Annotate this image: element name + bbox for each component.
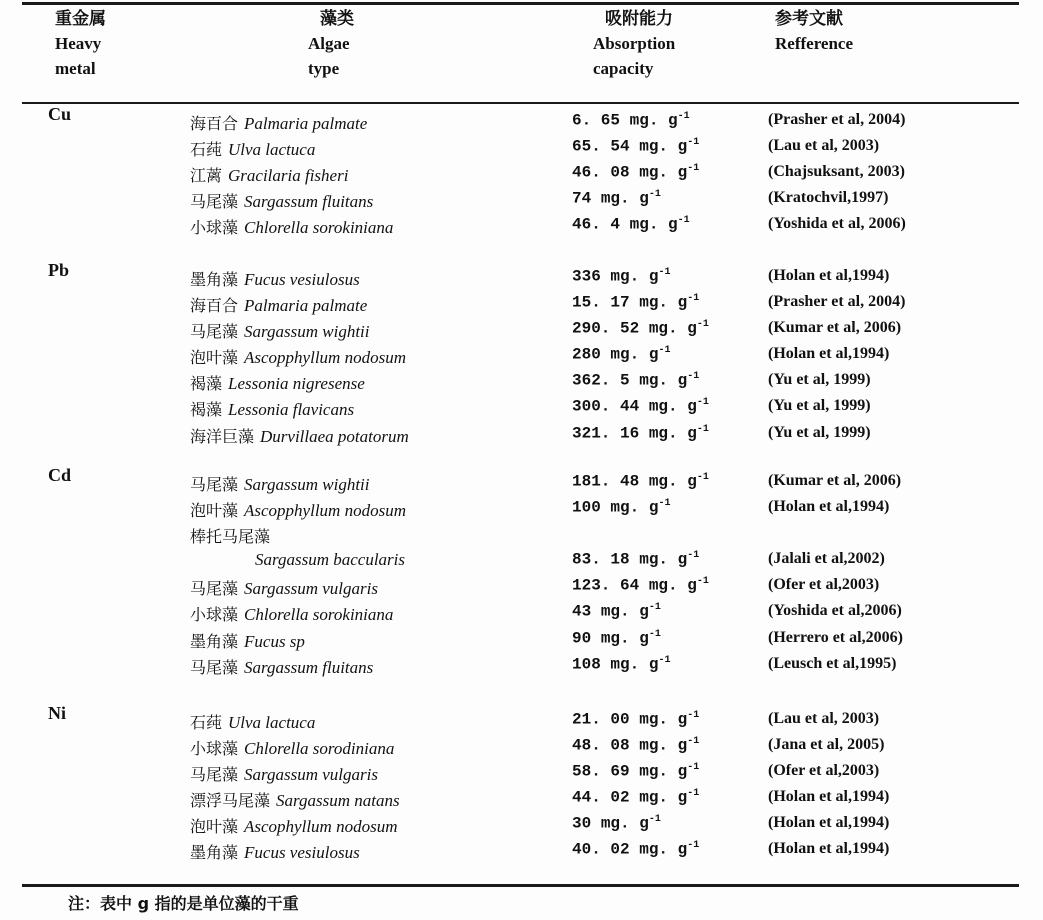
algae-cell (190, 424, 409, 447)
reference-cell: (Herrero et al,2006) (768, 628, 903, 646)
algae-scientific-name: Gracilaria fisheri (228, 166, 349, 186)
capacity-value: 43 (572, 602, 592, 621)
reference-cell: (Yu et al, 1999) (768, 371, 871, 389)
table-row (0, 811, 1043, 837)
capacity-value: 123. 64 (572, 576, 640, 595)
capacity-unit: mg. g (639, 550, 688, 569)
capacity-unit: mg. g (600, 628, 649, 647)
capacity-value: 46. 08 (572, 163, 630, 182)
algae-chinese-name: 石莼 (190, 140, 223, 160)
algae-cell (190, 524, 276, 547)
capacity-cell (572, 267, 670, 285)
algae-chinese-name: 漂浮马尾藻 (190, 791, 271, 811)
algae-chinese-name: 褐藻 (190, 374, 223, 394)
algae-cell (190, 602, 393, 625)
metal-group (0, 465, 1043, 678)
capacity-value: 15. 17 (572, 293, 630, 312)
algae-scientific-name: Fucus vesiulosus (244, 843, 360, 863)
capacity-unit: mg. g (639, 293, 688, 312)
capacity-cell (572, 472, 709, 490)
header-metal-zh: 重金属 (55, 9, 106, 28)
algae-chinese-name: 石莼 (190, 713, 223, 732)
capacity-cell (572, 371, 699, 389)
algae-cell (190, 576, 378, 599)
capacity-value: 300. 44 (572, 397, 640, 416)
capacity-cell (572, 163, 699, 181)
metal-label: Cu (48, 104, 72, 124)
reference-cell: (Holan et al,1994) (768, 498, 890, 516)
algae-scientific-name: Lessonia nigresense (228, 374, 365, 394)
algae-scientific-name: Ascopphyllum nodosum (244, 501, 406, 521)
header-heavy-metal (55, 6, 106, 81)
header-algae-en2: type (308, 59, 340, 78)
table-row (0, 837, 1043, 863)
capacity-unit: mg. g (648, 397, 697, 416)
table-row (0, 290, 1043, 316)
capacity-value: 30 (572, 814, 592, 833)
table-row (0, 759, 1043, 785)
algae-chinese-name: 马尾藻 (190, 192, 239, 212)
algae-scientific-name: Chlorella sorokiniana (244, 218, 394, 238)
algae-scientific-name: Chlorella sorokiniana (244, 605, 394, 625)
reference-cell: (Lau et al, 2003) (768, 137, 880, 155)
capacity-unit: mg. g (600, 602, 649, 621)
metal-label: Pb (48, 260, 70, 280)
capacity-unit: mg. g (610, 345, 659, 364)
algae-chinese-name: 海洋巨藻 (190, 426, 255, 446)
bottom-rule (22, 884, 1019, 887)
capacity-unit: mg. g (639, 840, 688, 859)
algae-scientific-name: Sargassum wightii (244, 322, 370, 342)
capacity-unit: mg. g (639, 736, 688, 755)
algae-scientific-name: Ascophyllum nodosum (244, 817, 398, 837)
algae-chinese-name: 泡叶藻 (190, 501, 239, 521)
header-metal-en1: Heavy (55, 34, 102, 53)
table-row (0, 186, 1043, 212)
capacity-unit: mg. g (629, 111, 678, 130)
header-algae-type (308, 6, 354, 81)
reference-cell: (Kratochvil,1997) (768, 189, 889, 207)
header-abs-zh: 吸附能力 (605, 9, 673, 28)
capacity-cell (572, 576, 709, 594)
algae-chinese-name: 褐藻 (190, 400, 223, 420)
algae-cell (190, 319, 370, 342)
capacity-cell (572, 424, 709, 442)
algae-scientific-name: Sargassum baccularis (255, 550, 406, 570)
capacity-cell (572, 137, 699, 155)
table-row (0, 394, 1043, 420)
algae-chinese-name: 墨角藻 (190, 631, 239, 651)
capacity-cell (572, 736, 699, 754)
algae-cell (190, 629, 305, 652)
capacity-unit: mg. g (639, 762, 688, 781)
algae-chinese-name: 墨角藻 (190, 270, 239, 289)
capacity-value: 336 (572, 267, 601, 286)
capacity-unit: mg. g (639, 137, 688, 156)
algae-chinese-name: 海百合 (190, 296, 239, 316)
metal-label: Cd (48, 465, 72, 485)
header-metal-en2: metal (55, 59, 96, 78)
reference-cell: (Holan et al,1994) (768, 345, 890, 363)
algae-cell (190, 840, 360, 863)
header-abs-en1: Absorption (593, 34, 676, 53)
algae-scientific-name: Palmaria palmate (244, 296, 368, 316)
capacity-value: 100 (572, 498, 601, 517)
capacity-unit-exponent: -1 (687, 710, 700, 721)
algae-cell (190, 762, 378, 785)
algae-cell (190, 397, 354, 420)
table-row (0, 108, 1043, 134)
algae-chinese-name: 小球藻 (190, 739, 239, 759)
capacity-value: 6. 65 (572, 111, 621, 130)
algae-cell (190, 163, 348, 186)
capacity-value: 321. 16 (572, 423, 640, 442)
header-rule (22, 102, 1019, 104)
capacity-unit: mg. g (639, 163, 688, 182)
table-row (0, 521, 1043, 547)
capacity-unit-exponent: -1 (658, 654, 671, 666)
capacity-unit: mg. g (639, 788, 688, 807)
algae-cell (190, 472, 370, 495)
table-row (0, 368, 1043, 394)
capacity-unit-exponent: -1 (648, 628, 661, 640)
capacity-unit-exponent: -1 (696, 397, 709, 409)
capacity-unit: mg. g (648, 576, 697, 595)
reference-cell: (Yu et al, 1999) (768, 397, 871, 415)
table-row (0, 212, 1043, 238)
algae-cell (190, 267, 360, 290)
algae-scientific-name: Sargassum fluitans (244, 192, 374, 212)
capacity-unit-exponent: -1 (648, 814, 661, 826)
capacity-unit-exponent: -1 (658, 267, 671, 278)
capacity-cell (572, 710, 699, 728)
algae-cell (190, 189, 373, 212)
reference-cell: (Lau et al, 2003) (768, 710, 880, 727)
header-ref-zh: 参考文献 (775, 9, 843, 28)
metal-label: Ni (48, 703, 66, 723)
table-row (0, 469, 1043, 495)
table-row (0, 495, 1043, 521)
capacity-unit: mg. g (639, 371, 688, 390)
table-row (0, 342, 1043, 368)
capacity-value: 83. 18 (572, 550, 630, 569)
capacity-value: 40. 02 (572, 840, 630, 859)
reference-cell: (Holan et al,1994) (768, 788, 890, 806)
table-row (0, 134, 1043, 160)
capacity-unit: mg. g (600, 189, 649, 208)
algae-chinese-name: 小球藻 (190, 218, 239, 238)
reference-cell: (Holan et al,1994) (768, 840, 890, 858)
header-absorption-capacity (593, 6, 675, 81)
algae-scientific-name: Sargassum wightii (244, 475, 370, 494)
algae-chinese-name: 江蓠 (190, 166, 223, 186)
reference-cell: (Prasher et al, 2004) (768, 111, 906, 128)
algae-scientific-name: Ulva lactuca (228, 713, 316, 732)
metal-group (0, 104, 1043, 238)
capacity-unit: mg. g (629, 215, 678, 234)
capacity-cell (572, 550, 699, 568)
reference-cell: (Yu et al, 1999) (768, 423, 871, 441)
capacity-value: 90 (572, 628, 592, 647)
algae-cell (190, 710, 315, 733)
table-row (0, 316, 1043, 342)
capacity-cell (572, 397, 709, 415)
algae-chinese-name: 海百合 (190, 114, 239, 133)
reference-cell: (Yoshida et al, 2006) (768, 215, 906, 233)
capacity-unit-exponent: -1 (696, 423, 709, 435)
reference-cell: (Jana et al, 2005) (768, 736, 885, 754)
capacity-unit: mg. g (648, 319, 697, 338)
capacity-cell (572, 111, 690, 129)
algae-cell (190, 736, 394, 759)
capacity-unit-exponent: -1 (696, 576, 709, 588)
capacity-cell (572, 345, 670, 363)
algae-chinese-name: 马尾藻 (190, 322, 239, 342)
capacity-cell (572, 762, 699, 780)
capacity-cell (572, 293, 699, 311)
capacity-unit-exponent: -1 (658, 345, 671, 357)
table-row (0, 547, 1043, 573)
capacity-unit: mg. g (610, 654, 659, 673)
algae-chinese-name: 马尾藻 (190, 475, 239, 494)
capacity-unit: mg. g (610, 267, 659, 286)
capacity-value: 58. 69 (572, 762, 630, 781)
algae-chinese-name: 小球藻 (190, 605, 239, 625)
capacity-unit: mg. g (648, 472, 697, 491)
reference-cell: (Kumar et al, 2006) (768, 472, 902, 489)
table-note: 注：表中 g 指的是单位藻的干重 (68, 894, 299, 913)
reference-cell: (Jalali et al,2002) (768, 550, 885, 568)
capacity-unit-exponent: -1 (677, 111, 690, 122)
table-row (0, 573, 1043, 599)
algae-chinese-name: 棒托马尾藻 (190, 527, 271, 547)
capacity-unit-exponent: -1 (687, 550, 700, 562)
capacity-value: 48. 08 (572, 736, 630, 755)
algae-scientific-name: Sargassum vulgaris (244, 579, 378, 599)
capacity-unit-exponent: -1 (687, 163, 700, 175)
algae-cell (190, 371, 365, 394)
header-algae-en1: Algae (308, 34, 350, 53)
capacity-unit-exponent: -1 (687, 840, 700, 852)
capacity-cell (572, 788, 699, 806)
capacity-value: 290. 52 (572, 319, 640, 338)
capacity-unit-exponent: -1 (677, 215, 690, 227)
algae-cell (190, 137, 315, 160)
capacity-cell (572, 602, 661, 620)
capacity-cell (572, 655, 670, 673)
reference-cell: (Kumar et al, 2006) (768, 319, 902, 337)
capacity-unit-exponent: -1 (687, 293, 700, 305)
capacity-value: 21. 00 (572, 710, 630, 729)
capacity-cell (572, 629, 661, 647)
table-row (0, 707, 1043, 733)
capacity-value: 280 (572, 345, 601, 364)
capacity-unit-exponent: -1 (687, 762, 700, 774)
capacity-unit-exponent: -1 (696, 319, 709, 331)
capacity-unit: mg. g (610, 498, 659, 517)
capacity-value: 181. 48 (572, 472, 640, 491)
algae-cell (255, 550, 405, 570)
capacity-value: 65. 54 (572, 137, 630, 156)
algae-chinese-name: 马尾藻 (190, 579, 239, 599)
capacity-unit-exponent: -1 (648, 189, 661, 201)
capacity-unit-exponent: -1 (687, 788, 700, 800)
reference-cell: (Ofer et al,2003) (768, 762, 880, 780)
algae-cell (190, 215, 393, 238)
reference-cell: (Chajsuksant, 2003) (768, 163, 905, 181)
algae-scientific-name: Palmaria palmate (244, 114, 368, 133)
table-row (0, 652, 1043, 678)
capacity-unit-exponent: -1 (648, 602, 661, 614)
algae-cell (190, 345, 406, 368)
algae-cell (190, 788, 400, 811)
algae-cell (190, 498, 406, 521)
algae-scientific-name: Ascopphyllum nodosum (244, 348, 406, 368)
capacity-value: 44. 02 (572, 788, 630, 807)
algae-chinese-name: 墨角藻 (190, 843, 239, 863)
header-ref-en1: Refference (775, 34, 854, 53)
capacity-unit: mg. g (648, 423, 697, 442)
algae-cell (190, 814, 397, 837)
capacity-value: 46. 4 (572, 215, 621, 234)
table-row (0, 599, 1043, 625)
capacity-value: 362. 5 (572, 371, 630, 390)
header-algae-zh: 藻类 (320, 9, 354, 28)
metal-group (0, 260, 1043, 447)
table-row (0, 626, 1043, 652)
algae-scientific-name: Fucus vesiulosus (244, 270, 360, 289)
algae-chinese-name: 泡叶藻 (190, 817, 239, 837)
top-rule (22, 2, 1019, 5)
capacity-unit-exponent: -1 (687, 736, 700, 748)
reference-cell: (Prasher et al, 2004) (768, 293, 906, 311)
table-row (0, 421, 1043, 447)
capacity-unit-exponent: -1 (696, 472, 709, 483)
reference-cell: (Holan et al,1994) (768, 814, 890, 832)
capacity-cell (572, 189, 661, 207)
capacity-value: 74 (572, 189, 592, 208)
algae-scientific-name: Durvillaea potatorum (260, 426, 409, 446)
table-row (0, 160, 1043, 186)
capacity-value: 108 (572, 654, 601, 673)
capacity-cell (572, 498, 670, 516)
capacity-cell (572, 814, 661, 832)
algae-chinese-name: 马尾藻 (190, 765, 239, 785)
capacity-unit-exponent: -1 (658, 498, 671, 510)
algae-scientific-name: Fucus sp (244, 631, 305, 651)
metal-group (0, 703, 1043, 864)
capacity-cell (572, 840, 699, 858)
table-row (0, 733, 1043, 759)
reference-cell: (Yoshida et al,2006) (768, 602, 902, 620)
algae-scientific-name: Lessonia flavicans (228, 400, 355, 420)
algae-cell (190, 655, 373, 678)
capacity-unit: mg. g (639, 710, 688, 729)
algae-scientific-name: Ulva lactuca (228, 140, 316, 160)
algae-cell (190, 111, 367, 134)
algae-chinese-name: 泡叶藻 (190, 348, 239, 368)
algae-cell (190, 293, 367, 316)
algae-scientific-name: Sargassum vulgaris (244, 765, 378, 785)
table-row (0, 785, 1043, 811)
reference-cell: (Leusch et al,1995) (768, 654, 897, 672)
reference-cell: (Holan et al,1994) (768, 267, 890, 284)
capacity-unit-exponent: -1 (687, 371, 700, 383)
reference-cell: (Ofer et al,2003) (768, 576, 880, 594)
algae-scientific-name: Sargassum fluitans (244, 657, 374, 677)
header-reference (775, 6, 853, 56)
algae-scientific-name: Chlorella sorodiniana (244, 739, 395, 759)
capacity-cell (572, 319, 709, 337)
table-row (0, 264, 1043, 290)
algae-scientific-name: Sargassum natans (276, 791, 400, 811)
algae-chinese-name: 马尾藻 (190, 657, 239, 677)
capacity-cell (572, 215, 690, 233)
header-abs-en2: capacity (593, 59, 654, 78)
capacity-unit: mg. g (600, 814, 649, 833)
capacity-unit-exponent: -1 (687, 137, 700, 149)
